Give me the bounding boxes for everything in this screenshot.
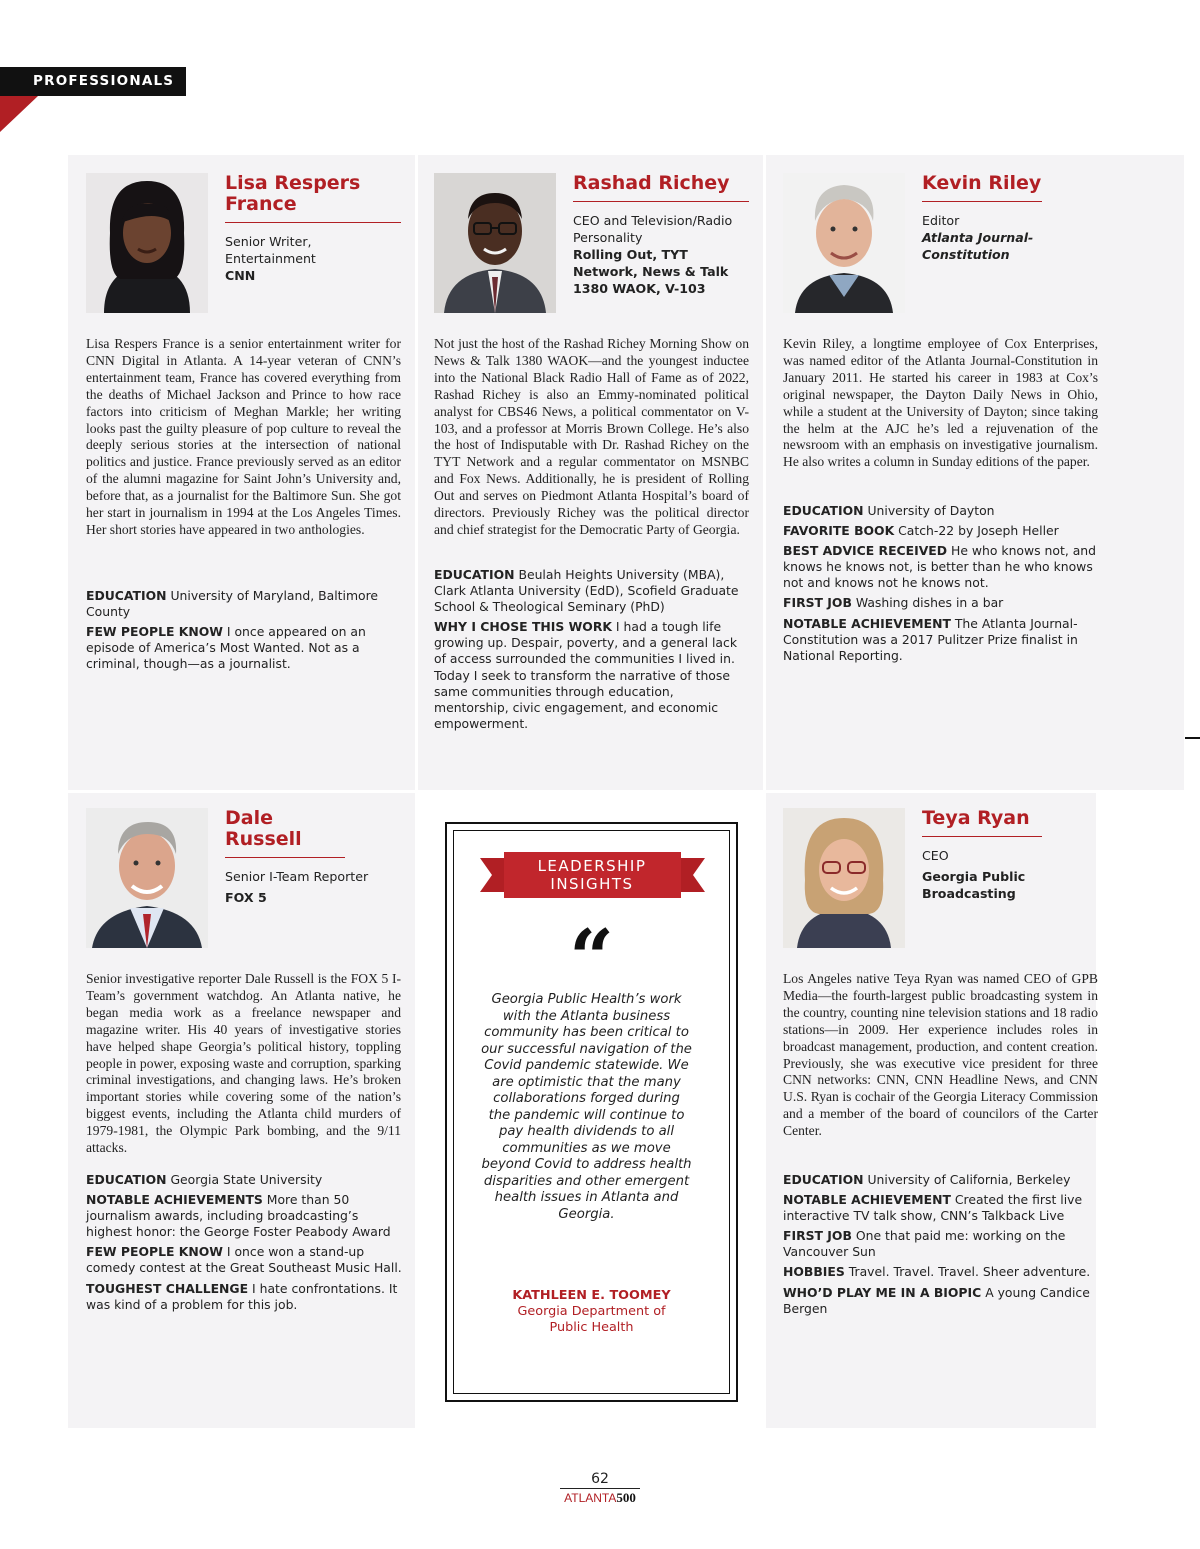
fact-label: NOTABLE ACHIEVEMENTS bbox=[86, 1192, 263, 1208]
person-bio: Lisa Respers France is a senior entertainment writer for CNN Digital in Atlanta. A 14-year veteran of CNN’s entertainment team, France has covered everything from the deaths of Michael Jackson and Prince to how race factors into criticism of Meghan Markle; her writing looks past the guilty pleasure of pop culture to reveal the deeply serious stories at the intersection of national politics and justice. France previously served as an editor of the alumni magazine for Saint John’s University and, before that, as a journalist for the Baltimore Sun. She got her start in journalism in 1994 at the Los Angeles Times. Her short stories have appeared in two anthologies. bbox=[86, 336, 401, 537]
fact-item bbox=[86, 588, 404, 620]
person-role: Editor bbox=[922, 213, 960, 228]
fact-text: Washing dishes in a bar bbox=[855, 595, 1004, 611]
fact-label: EDUCATION bbox=[86, 588, 167, 603]
person-organization: CNN bbox=[225, 268, 256, 283]
section-accent-wedge bbox=[0, 96, 38, 132]
person-role: CEO and Television/Radio Personality bbox=[573, 213, 733, 245]
fact-text: Travel. Travel. Travel. Sheer adventure. bbox=[848, 1264, 1091, 1280]
fact-item bbox=[434, 567, 752, 615]
section-label: PROFESSIONALS bbox=[0, 67, 186, 96]
fact-label: BEST ADVICE RECEIVED bbox=[783, 543, 948, 559]
person-organization: Atlanta Journal-Constitution bbox=[922, 230, 1034, 262]
person-bio: Senior investigative reporter Dale Russell is the FOX 5 I-Team’s government watchdog. An Atlanta native, he began media work as a freelance newspaper and magazine writer. His 40 years of investigative stories have helped shape Georgia’s political history, toppling people in power, exposing waste and corruption, sparking criminal investigations, and changing laws. He’s broken important stories while covering some of the nation’s biggest events, including the Atlanta child murders of 1979-1981, the Olympic Park bombing, and the 9/11 attacks. bbox=[86, 971, 401, 1156]
fact-label: FIRST JOB bbox=[783, 595, 852, 611]
insights-banner-label: LEADERSHIP INSIGHTS bbox=[537, 857, 647, 893]
portrait-photo bbox=[783, 173, 905, 313]
fact-label: FEW PEOPLE KNOW bbox=[86, 1244, 223, 1260]
fact-item bbox=[783, 543, 1101, 591]
fact-text: Beulah Heights University (MBA), Clark Atlanta University (EdD), Scofield Graduate School & Theological Seminary (PhD) bbox=[434, 567, 739, 615]
person-name: Lisa Respers France bbox=[225, 173, 401, 223]
person-name: Kevin Riley bbox=[922, 173, 1042, 202]
person-bio: Kevin Riley, a longtime employee of Cox Enterprises, was named editor of the Atlanta Journal-Constitution in January 2011. He started his career in 1983 at Cox’s original newspaper, the Dayton Daily News in Ohio, while a student at the University of Dayton; since taking the helm at the AJC he’s led a rejuvenation of the newsroom with an emphasis on investigative journalism. He also writes a column in Sunday editions of the paper. bbox=[783, 336, 1098, 470]
fact-item bbox=[86, 1192, 404, 1240]
fact-text: University of Maryland, Baltimore County bbox=[86, 588, 379, 620]
fact-label: EDUCATION bbox=[86, 1172, 167, 1187]
fact-text: The Atlanta Journal-Constitution was a 2017 Pulitzer Prize finalist in National Reporting. bbox=[783, 615, 1078, 663]
fact-label: EDUCATION bbox=[434, 567, 515, 582]
fact-text: I once won a stand-up comedy contest at the Great Southeast Music Hall. bbox=[86, 1244, 402, 1276]
person-name: Dale Russell bbox=[225, 808, 345, 858]
fact-label: NOTABLE ACHIEVEMENT bbox=[783, 615, 951, 631]
brand-number: 500 bbox=[616, 1490, 636, 1505]
fact-text: I hate confrontations. It was kind of a problem for this job. bbox=[86, 1280, 398, 1312]
fact-item bbox=[783, 616, 1101, 664]
fact-text: More than 50 journalism awards, including broadcasting’s highest honor: the George Foster Peabody Award bbox=[86, 1192, 391, 1240]
person-role: Senior Writer, Entertainment bbox=[225, 234, 316, 266]
fact-label: FIRST JOB bbox=[783, 1228, 852, 1244]
fact-text: One that paid me: working on the Vancouver Sun bbox=[783, 1228, 1066, 1260]
fact-label: TOUGHEST CHALLENGE bbox=[86, 1280, 249, 1296]
fact-item bbox=[783, 1172, 1101, 1188]
person-organization: Rolling Out, TYT Network, News & Talk 1380 WAOK, V-103 bbox=[573, 247, 729, 296]
fact-item bbox=[783, 503, 1101, 519]
insight-quote: Georgia Public Health’s work with the Atlanta business community has been critical to our successful navigation of the Covid pandemic statewide. We are optimistic that the many collaborations forged during the pandemic will continue to pay health dividends to all communities as we move beyond Covid to address health disparities and other emergent health issues in Atlanta and Georgia. bbox=[481, 992, 692, 1222]
fact-text: Georgia State University bbox=[170, 1172, 323, 1187]
fact-text: University of California, Berkeley bbox=[867, 1172, 1071, 1187]
person-organization: Georgia Public Broadcasting bbox=[922, 869, 1026, 901]
fact-item bbox=[783, 1285, 1101, 1317]
page-number: 62 bbox=[560, 1470, 640, 1489]
fact-item bbox=[783, 595, 1101, 611]
person-name: Teya Ryan bbox=[922, 808, 1042, 837]
portrait-photo bbox=[434, 173, 556, 313]
fact-label: FAVORITE BOOK bbox=[783, 523, 895, 539]
fact-label: FEW PEOPLE KNOW bbox=[86, 624, 223, 640]
publication-brand bbox=[545, 1490, 655, 1506]
person-name: Rashad Richey bbox=[573, 173, 749, 202]
fact-text: Catch-22 by Joseph Heller bbox=[898, 523, 1059, 539]
fact-item bbox=[783, 1228, 1101, 1260]
fact-text: A young Candice Bergen bbox=[783, 1284, 1090, 1316]
fact-text: I had a tough life growing up. Despair, poverty, and a general lack of access surrounded the communities I lived in. Today I seek to transform the narrative of those same communities through education, mentorship, civic engagement, and economic empowerment. bbox=[434, 619, 737, 731]
leadership-insights-box bbox=[445, 822, 738, 1402]
fact-label: WHY I CHOSE THIS WORK bbox=[434, 619, 612, 635]
fact-label: EDUCATION bbox=[783, 1172, 864, 1187]
person-organization: FOX 5 bbox=[225, 890, 267, 905]
fact-item bbox=[86, 1244, 404, 1276]
person-bio: Los Angeles native Teya Ryan was named CEO of GPB Media—the fourth-largest public broadcasting system in the country, counting nine television stations and 18 radio stations—in 2009. Her experience includes roles in broadcast management, production, and content creation. Previously, she was executive vice president for three CNN networks: CNN, CNN Headline News, and CNN U.S. Ryan is cochair of the Georgia Literacy Commission and a member of the board of councilors of the Carter Center. bbox=[783, 971, 1098, 1139]
fact-text: I once appeared on an episode of America’s Most Wanted. Not as a criminal, though—as a journalist. bbox=[86, 624, 366, 672]
person-role: CEO bbox=[922, 848, 949, 863]
fact-text: He who knows not, and knows he knows not, is better than he who knows not and knows not he knows not. bbox=[783, 543, 1097, 591]
page-edge-mark bbox=[1185, 737, 1200, 739]
fact-item bbox=[86, 624, 404, 672]
brand-city: ATLANTA bbox=[564, 1491, 617, 1505]
portrait-photo bbox=[783, 808, 905, 948]
fact-item bbox=[434, 619, 752, 732]
fact-item bbox=[783, 1192, 1101, 1224]
fact-item bbox=[783, 1264, 1101, 1280]
fact-label: HOBBIES bbox=[783, 1264, 845, 1280]
portrait-photo bbox=[86, 173, 208, 313]
fact-item bbox=[86, 1172, 404, 1188]
portrait-photo bbox=[86, 808, 208, 948]
quote-mark-icon: “ bbox=[569, 913, 614, 1004]
fact-text: Created the first live interactive TV talk show, CNN’s Talkback Live bbox=[783, 1192, 1083, 1224]
fact-item bbox=[86, 1281, 404, 1313]
fact-text: University of Dayton bbox=[867, 503, 995, 518]
person-role: Senior I-Team Reporter bbox=[225, 869, 369, 884]
quote-affiliation: Georgia Department of Public Health bbox=[517, 1304, 666, 1335]
fact-label: NOTABLE ACHIEVEMENT bbox=[783, 1192, 951, 1208]
fact-label: EDUCATION bbox=[783, 503, 864, 518]
person-bio: Not just the host of the Rashad Richey Morning Show on News & Talk 1380 WAOK—and the youngest inductee into the National Black Radio Hall of Fame as of 2022, Rashad Richey is also an Emmy-nominated political analyst for CBS46 News, a political commentator on V-103, and a professor at Morris Brown College. He’s also the host of Indisputable with Dr. Rashad Richey on the TYT Network and a regular commentator on MSNBC and Fox News. Additionally, he is president of Rolling Out and serves on Piedmont Atlanta Hospital’s board of directors. Previously Richey was the political director and chief strategist for the Democratic Party of Georgia. bbox=[434, 336, 749, 537]
quote-author: KATHLEEN E. TOOMEY bbox=[512, 1288, 671, 1303]
fact-item bbox=[783, 523, 1101, 539]
fact-label: WHO’D PLAY ME IN A BIOPIC bbox=[783, 1284, 982, 1300]
